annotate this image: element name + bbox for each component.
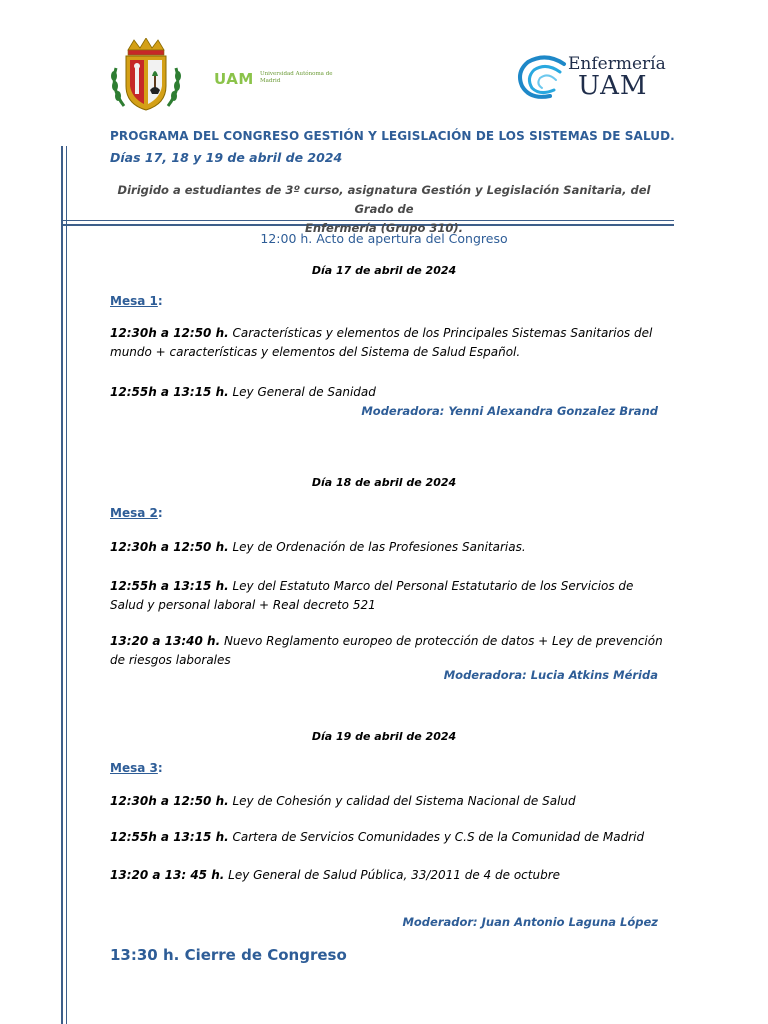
moderator: Moderador: Juan Antonio Laguna López [402, 915, 658, 929]
agenda-item [110, 538, 670, 557]
agenda-item-topic: Características y elementos de los Principales Sistemas Sanitarios del mundo + características y elementos del Sistema de Salud Español. [110, 326, 653, 359]
agenda-item-time: 12:55h a 13:15 h. [110, 579, 229, 593]
mesa-label-text: Mesa 2 [110, 506, 158, 520]
mesa-label-colon: : [157, 506, 163, 520]
enfermeria-logo-word: Enfermería [568, 54, 666, 74]
program-dates: Días 17, 18 y 19 de abril de 2024 [110, 150, 343, 165]
left-border-rule [61, 146, 63, 1024]
agenda-item-topic: Ley de Cohesión y calidad del Sistema Nacional de Salud [228, 794, 576, 808]
agenda-item-topic: Ley General de Sanidad [228, 385, 376, 399]
agenda-item [110, 577, 670, 615]
agenda-item [110, 632, 670, 670]
day-heading: Día 19 de abril de 2024 [311, 730, 457, 743]
swirl-icon [516, 54, 572, 100]
opening-session: 12:00 h. Acto de apertura del Congreso [260, 231, 508, 246]
agenda-item-time: 13:20 a 13:40 h. [110, 634, 221, 648]
enfermeria-uam-logo [516, 52, 666, 102]
agenda-item-time: 13:20 a 13: 45 h. [110, 868, 225, 882]
program-title: PROGRAMA DEL CONGRESO GESTIÓN Y LEGISLACIÓN DE LOS SISTEMAS DE SALUD. [110, 129, 675, 143]
target-audience-line-2: Enfermería (Grupo 310). [305, 221, 463, 235]
uam-logo-letters: UAM [214, 70, 254, 88]
mesa-label [110, 761, 163, 775]
agenda-item-time: 12:55h a 13:15 h. [110, 385, 229, 399]
agenda-item-time: 12:30h a 12:50 h. [110, 794, 229, 808]
mesa-label-text: Mesa 1 [110, 294, 158, 308]
day-heading: Día 18 de abril de 2024 [311, 476, 457, 489]
mesa-label-text: Mesa 3 [110, 761, 158, 775]
agenda-item-topic: Cartera de Servicios Comunidades y C.S de la Comunidad de Madrid [228, 830, 645, 844]
uam-logo [214, 69, 333, 88]
target-audience-line-1: Dirigido a estudiantes de 3º curso, asignatura Gestión y Legislación Sanitaria, del Grado de [117, 183, 651, 216]
mesa-label-colon: : [157, 294, 163, 308]
agenda-item-topic: Ley General de Salud Pública, 33/2011 de 4 de octubre [224, 868, 561, 882]
agenda-item-time: 12:30h a 12:50 h. [110, 540, 229, 554]
agenda-item-time: 12:55h a 13:15 h. [110, 830, 229, 844]
mesa-label [110, 294, 163, 308]
agenda-item [110, 828, 670, 847]
agenda-item-topic: Ley de Ordenación de las Profesiones Sanitarias. [228, 540, 526, 554]
left-border-rule-inner [66, 146, 67, 1024]
uam-logo-text: Universidad Autónoma de Madrid [260, 71, 333, 84]
mesa-label-colon: : [157, 761, 163, 775]
agenda-item-topic: Ley del Estatuto Marco del Personal Estatutario de los Servicios de Salud y personal laboral + Real decreto 521 [110, 579, 634, 612]
target-audience [100, 181, 668, 238]
moderator: Moderadora: Lucia Atkins Mérida [443, 668, 658, 682]
university-crest-logo [106, 38, 186, 114]
moderator: Moderadora: Yenni Alexandra Gonzalez Brand [361, 404, 658, 418]
enfermeria-logo-uam: UAM [578, 71, 648, 101]
agenda-item [110, 383, 670, 402]
agenda-item-time: 12:30h a 12:50 h. [110, 326, 229, 340]
mesa-label [110, 506, 163, 520]
agenda-item-topic: Nuevo Reglamento europeo de protección de datos + Ley de prevención de riesgos laborales [110, 634, 663, 667]
day-heading: Día 17 de abril de 2024 [311, 264, 457, 277]
closing-session: 13:30 h. Cierre de Congreso [110, 946, 347, 964]
agenda-item [110, 792, 670, 811]
agenda-item [110, 866, 670, 885]
agenda-item [110, 324, 670, 362]
